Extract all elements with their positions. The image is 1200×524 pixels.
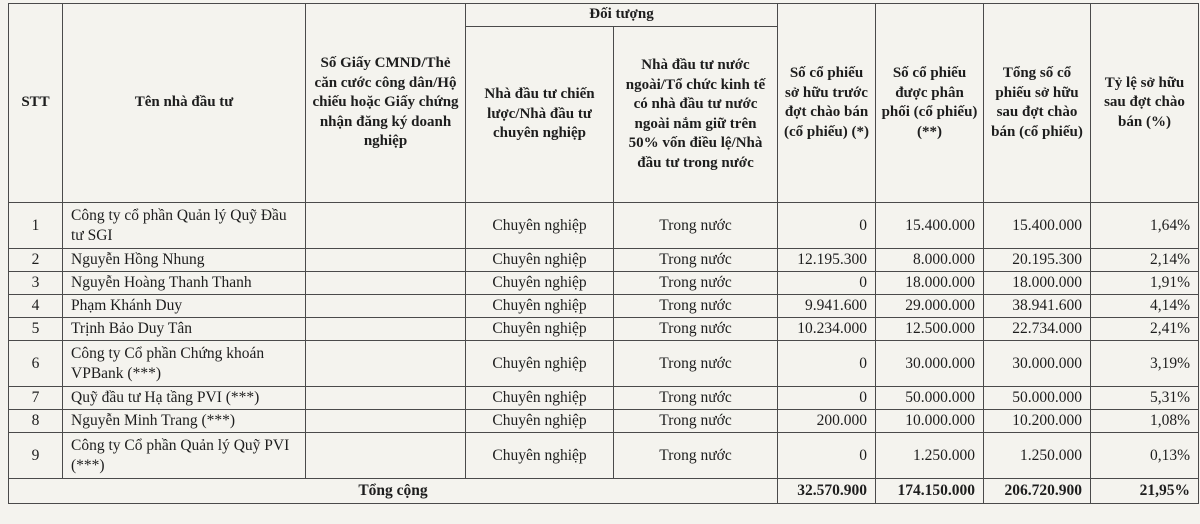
investor-allocation-table-container: [8, 3, 1198, 504]
cell-shares-after: 20.195.300: [984, 249, 1091, 272]
cell-shares-distributed: 50.000.000: [876, 387, 984, 410]
cell-shares-distributed: 1.250.000: [876, 433, 984, 479]
cell-investor-type: Chuyên nghiệp: [466, 249, 614, 272]
cell-stt: 4: [9, 295, 63, 318]
cell-id-document: [306, 295, 466, 318]
header-id-document: Số Giấy CMND/Thẻ căn cước công dân/Hộ chiếu hoặc Giấy chứng nhận đăng ký doanh nghiệp: [306, 4, 466, 203]
cell-investor-type: Chuyên nghiệp: [466, 341, 614, 387]
cell-shares-before: 200.000: [778, 410, 876, 433]
header-stt: STT: [9, 4, 63, 203]
cell-investor-origin: Trong nước: [614, 295, 778, 318]
cell-id-document: [306, 387, 466, 410]
table-row: [9, 295, 1199, 318]
cell-stt: 2: [9, 249, 63, 272]
cell-ownership-ratio: 0,13%: [1091, 433, 1199, 479]
cell-shares-distributed: 10.000.000: [876, 410, 984, 433]
cell-investor-name: Nguyễn Hoàng Thanh Thanh: [63, 272, 306, 295]
cell-investor-origin: Trong nước: [614, 318, 778, 341]
cell-investor-type: Chuyên nghiệp: [466, 433, 614, 479]
cell-ownership-ratio: 1,91%: [1091, 272, 1199, 295]
table-row: [9, 318, 1199, 341]
cell-investor-type: Chuyên nghiệp: [466, 295, 614, 318]
cell-stt: 1: [9, 203, 63, 249]
cell-investor-origin: Trong nước: [614, 272, 778, 295]
cell-stt: 5: [9, 318, 63, 341]
cell-id-document: [306, 272, 466, 295]
table-row: [9, 410, 1199, 433]
cell-id-document: [306, 249, 466, 272]
cell-ownership-ratio: 2,14%: [1091, 249, 1199, 272]
cell-investor-name: Nguyễn Hồng Nhung: [63, 249, 306, 272]
cell-shares-after: 15.400.000: [984, 203, 1091, 249]
cell-investor-origin: Trong nước: [614, 433, 778, 479]
cell-investor-origin: Trong nước: [614, 341, 778, 387]
cell-shares-before: 0: [778, 433, 876, 479]
cell-id-document: [306, 410, 466, 433]
cell-shares-distributed: 12.500.000: [876, 318, 984, 341]
header-investor-name: Tên nhà đầu tư: [63, 4, 306, 203]
table-row: [9, 433, 1199, 479]
cell-investor-origin: Trong nước: [614, 203, 778, 249]
cell-shares-distributed: 29.000.000: [876, 295, 984, 318]
cell-investor-name: Nguyễn Minh Trang (***): [63, 410, 306, 433]
cell-id-document: [306, 433, 466, 479]
cell-ownership-ratio: 1,08%: [1091, 410, 1199, 433]
cell-ownership-ratio: 1,64%: [1091, 203, 1199, 249]
cell-investor-name: Quỹ đầu tư Hạ tầng PVI (***): [63, 387, 306, 410]
total-row: [9, 479, 1199, 504]
cell-shares-before: 10.234.000: [778, 318, 876, 341]
cell-id-document: [306, 341, 466, 387]
cell-shares-after: 22.734.000: [984, 318, 1091, 341]
cell-shares-after: 10.200.000: [984, 410, 1091, 433]
header-target-professional: Nhà đầu tư chiến lược/Nhà đầu tư chuyên nghiệp: [466, 27, 614, 203]
cell-shares-before: 0: [778, 341, 876, 387]
cell-shares-distributed: 18.000.000: [876, 272, 984, 295]
cell-id-document: [306, 318, 466, 341]
table-row: [9, 341, 1199, 387]
cell-investor-origin: Trong nước: [614, 249, 778, 272]
cell-investor-name: Phạm Khánh Duy: [63, 295, 306, 318]
cell-shares-before: 9.941.600: [778, 295, 876, 318]
table-row: [9, 272, 1199, 295]
cell-shares-before: 0: [778, 387, 876, 410]
cell-investor-origin: Trong nước: [614, 410, 778, 433]
cell-shares-after: 38.941.600: [984, 295, 1091, 318]
total-shares-before: 32.570.900: [778, 479, 876, 504]
cell-shares-after: 1.250.000: [984, 433, 1091, 479]
cell-shares-distributed: 8.000.000: [876, 249, 984, 272]
table-row: [9, 387, 1199, 410]
cell-ownership-ratio: 3,19%: [1091, 341, 1199, 387]
cell-shares-distributed: 15.400.000: [876, 203, 984, 249]
cell-ownership-ratio: 5,31%: [1091, 387, 1199, 410]
total-shares-distributed: 174.150.000: [876, 479, 984, 504]
header-shares-after: Tổng số cổ phiếu sở hữu sau đợt chào bán (cổ phiếu): [984, 4, 1091, 203]
cell-shares-after: 30.000.000: [984, 341, 1091, 387]
cell-ownership-ratio: 4,14%: [1091, 295, 1199, 318]
cell-investor-type: Chuyên nghiệp: [466, 203, 614, 249]
cell-stt: 3: [9, 272, 63, 295]
cell-investor-type: Chuyên nghiệp: [466, 318, 614, 341]
cell-investor-name: Công ty cổ phần Quản lý Quỹ Đầu tư SGI: [63, 203, 306, 249]
cell-shares-after: 18.000.000: [984, 272, 1091, 295]
cell-investor-type: Chuyên nghiệp: [466, 272, 614, 295]
total-label: Tổng cộng: [9, 479, 778, 504]
cell-shares-before: 0: [778, 203, 876, 249]
table-row: [9, 203, 1199, 249]
cell-investor-type: Chuyên nghiệp: [466, 387, 614, 410]
cell-shares-before: 0: [778, 272, 876, 295]
header-shares-distributed: Số cổ phiếu được phân phối (cổ phiếu) (**): [876, 4, 984, 203]
cell-id-document: [306, 203, 466, 249]
cell-stt: 9: [9, 433, 63, 479]
cell-shares-before: 12.195.300: [778, 249, 876, 272]
investor-allocation-table: [8, 3, 1199, 504]
header-ownership-ratio: Tỷ lệ sở hữu sau đợt chào bán (%): [1091, 4, 1199, 203]
cell-stt: 7: [9, 387, 63, 410]
total-ownership-ratio: 21,95%: [1091, 479, 1199, 504]
header-target-foreign-domestic: Nhà đầu tư nước ngoài/Tổ chức kinh tế có nhà đầu tư nước ngoài nắm giữ trên 50% vốn điều lệ/Nhà đầu tư trong nước: [614, 27, 778, 203]
cell-stt: 8: [9, 410, 63, 433]
cell-investor-name: Trịnh Bảo Duy Tân: [63, 318, 306, 341]
table-body: [9, 203, 1199, 504]
cell-ownership-ratio: 2,41%: [1091, 318, 1199, 341]
cell-shares-after: 50.000.000: [984, 387, 1091, 410]
total-shares-after: 206.720.900: [984, 479, 1091, 504]
cell-investor-type: Chuyên nghiệp: [466, 410, 614, 433]
header-target: Đối tượng: [466, 4, 778, 27]
cell-shares-distributed: 30.000.000: [876, 341, 984, 387]
cell-stt: 6: [9, 341, 63, 387]
cell-investor-name: Công ty Cổ phần Quản lý Quỹ PVI (***): [63, 433, 306, 479]
cell-investor-name: Công ty Cổ phần Chứng khoán VPBank (***): [63, 341, 306, 387]
table-row: [9, 249, 1199, 272]
header-shares-before: Số cổ phiếu sở hữu trước đợt chào bán (cổ phiếu) (*): [778, 4, 876, 203]
header-row-1: [9, 4, 1199, 27]
cell-investor-origin: Trong nước: [614, 387, 778, 410]
